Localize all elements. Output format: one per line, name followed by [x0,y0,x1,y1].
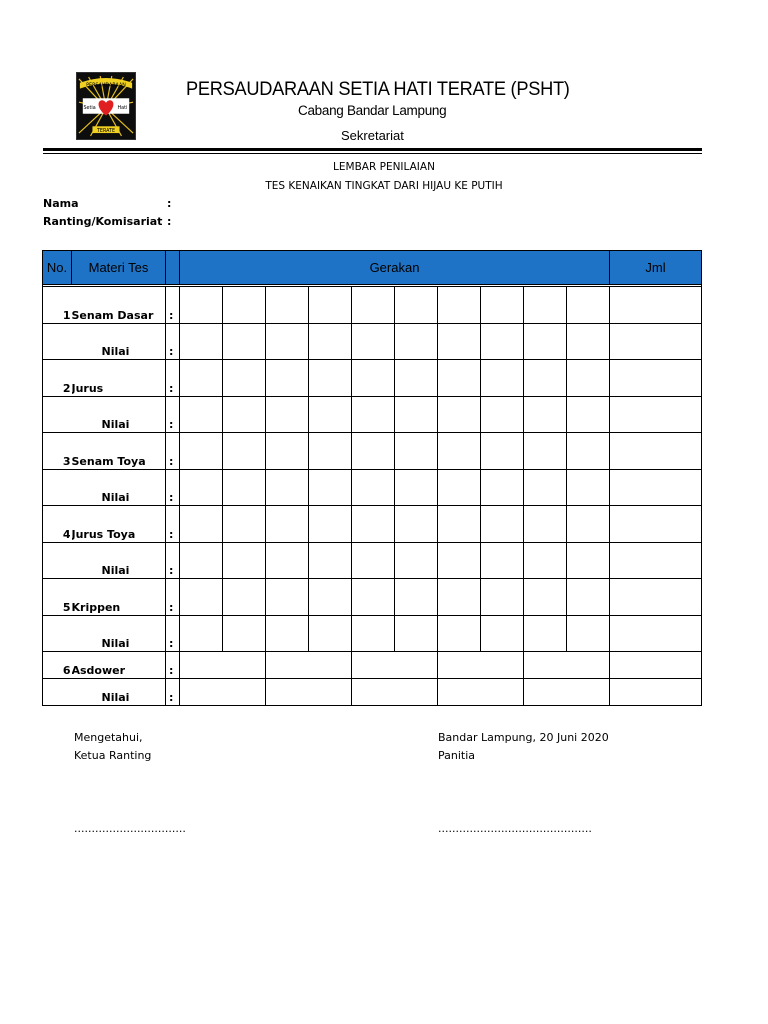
psht-logo [76,72,136,140]
score-cell[interactable] [567,397,610,433]
score-cell[interactable] [180,324,223,360]
total-cell[interactable] [610,470,702,506]
score-cell[interactable] [395,433,438,470]
score-cell[interactable] [266,616,309,652]
score-cell[interactable] [395,470,438,506]
row-number: 1 [43,287,72,324]
score-cell[interactable] [481,360,524,397]
score-cell[interactable] [223,506,266,543]
header-no: No. [43,251,72,285]
total-cell[interactable] [610,506,702,543]
score-cell[interactable] [180,360,223,397]
row-materi: Jurus Toya [72,506,166,543]
table-row-nilai [43,397,702,433]
score-cell[interactable] [524,287,567,324]
score-cell[interactable] [266,579,309,616]
table-row [43,579,702,616]
score-cell[interactable] [352,470,395,506]
score-cell-wide[interactable] [524,679,610,706]
score-cell[interactable] [352,287,395,324]
header-divider-thin [43,153,702,154]
total-cell[interactable] [610,579,702,616]
score-cell[interactable] [481,397,524,433]
score-cell[interactable] [309,579,352,616]
table-row-nilai [43,543,702,579]
table-row-nilai [43,679,702,706]
score-cell[interactable] [309,433,352,470]
score-cell[interactable] [180,470,223,506]
score-cell[interactable] [223,360,266,397]
row-number: 5 [43,579,72,616]
score-cell[interactable] [395,616,438,652]
header-spacer [166,251,180,285]
score-cell[interactable] [266,543,309,579]
score-cell[interactable] [481,287,524,324]
row-materi: Senam Toya [72,433,166,470]
score-cell[interactable] [266,506,309,543]
row-colon: : [166,397,180,433]
score-cell[interactable] [567,324,610,360]
score-cell[interactable] [395,397,438,433]
score-cell-wide[interactable] [524,652,610,679]
table-row [43,652,702,679]
row-materi: Senam Dasar [72,287,166,324]
total-cell[interactable] [610,652,702,679]
score-cell[interactable] [309,543,352,579]
score-cell[interactable] [438,324,481,360]
row-colon: : [166,679,180,706]
row-number: 4 [43,506,72,543]
header-jml: Jml [610,251,702,285]
table-row [43,506,702,543]
score-cell[interactable] [309,397,352,433]
score-cell[interactable] [567,287,610,324]
score-cell[interactable] [395,324,438,360]
signature-left-line1: Mengetahui, [74,731,143,744]
score-cell[interactable] [180,433,223,470]
table-row-nilai [43,470,702,506]
nilai-label: Nilai [72,470,166,506]
nilai-label: Nilai [72,397,166,433]
score-cell[interactable] [524,470,567,506]
total-cell[interactable] [610,397,702,433]
row-colon: : [166,287,180,324]
score-cell[interactable] [309,506,352,543]
score-cell[interactable] [481,579,524,616]
row-colon: : [166,579,180,616]
score-cell[interactable] [223,287,266,324]
score-cell[interactable] [438,616,481,652]
row-number: 6 [43,652,72,679]
score-cell[interactable] [266,287,309,324]
score-cell[interactable] [309,360,352,397]
score-cell[interactable] [223,433,266,470]
score-cell[interactable] [524,506,567,543]
score-cell[interactable] [180,579,223,616]
score-cell[interactable] [567,616,610,652]
nilai-label: Nilai [72,616,166,652]
total-cell[interactable] [610,543,702,579]
row-colon: : [166,324,180,360]
score-cell[interactable] [352,433,395,470]
table-row-nilai [43,616,702,652]
score-cell[interactable] [438,579,481,616]
document-subtitle: TES KENAIKAN TINGKAT DARI HIJAU KE PUTIH [265,180,503,192]
signature-left [74,729,151,765]
score-cell[interactable] [567,506,610,543]
score-cell[interactable] [309,324,352,360]
field-label-nama: Nama [43,197,79,210]
score-cell[interactable] [309,470,352,506]
score-cell[interactable] [180,287,223,324]
score-cell[interactable] [395,579,438,616]
row-colon: : [166,470,180,506]
score-cell[interactable] [395,360,438,397]
branch-name: Cabang Bandar Lampung [298,103,447,118]
score-cell[interactable] [266,470,309,506]
signature-left-line2: Ketua Ranting [74,749,152,762]
score-cell[interactable] [352,579,395,616]
score-cell[interactable] [524,360,567,397]
row-colon: : [166,652,180,679]
row-colon: : [166,543,180,579]
score-cell[interactable] [352,360,395,397]
total-cell[interactable] [610,287,702,324]
score-cell[interactable] [481,433,524,470]
score-cell-wide[interactable] [266,652,352,679]
total-cell[interactable] [610,433,702,470]
score-cell-wide[interactable] [352,679,438,706]
score-cell-wide[interactable] [438,679,524,706]
score-cell[interactable] [266,433,309,470]
row-materi: Krippen [72,579,166,616]
field-label-ranting: Ranting/Komisariat [43,215,163,228]
score-cell[interactable] [223,616,266,652]
score-cell[interactable] [438,287,481,324]
score-cell-wide[interactable] [180,679,266,706]
total-cell[interactable] [610,679,702,706]
table-row [43,287,702,324]
signature-left-blank: ................................ [74,822,186,835]
score-cell[interactable] [395,543,438,579]
score-cell[interactable] [567,543,610,579]
row-colon: : [166,360,180,397]
field-colon-ranting: : [167,215,172,228]
row-number: 3 [43,433,72,470]
score-cell[interactable] [223,543,266,579]
score-cell-wide[interactable] [180,652,266,679]
score-cell[interactable] [309,287,352,324]
field-colon-nama: : [167,197,172,210]
table-row [43,433,702,470]
organization-name: PERSAUDARAAN SETIA HATI TERATE (PSHT) [186,79,570,100]
score-cell[interactable] [180,543,223,579]
score-cell[interactable] [223,324,266,360]
table-row-nilai [43,324,702,360]
score-cell[interactable] [352,543,395,579]
row-colon: : [166,433,180,470]
score-cell[interactable] [266,397,309,433]
score-cell[interactable] [524,543,567,579]
table-header-row [43,251,702,285]
score-cell[interactable] [524,616,567,652]
row-colon: : [166,616,180,652]
signature-right-line1: Bandar Lampung, 20 Juni 2020 [438,731,609,744]
score-cell[interactable] [438,397,481,433]
total-cell[interactable] [610,616,702,652]
score-cell-wide[interactable] [352,652,438,679]
score-cell[interactable] [395,287,438,324]
score-cell[interactable] [223,579,266,616]
logo-text-top: PERSAUDARAAN [86,83,126,89]
score-cell[interactable] [567,433,610,470]
header-materi: Materi Tes [72,251,166,285]
signature-right [438,729,609,765]
row-materi: Asdower [72,652,166,679]
row-number: 2 [43,360,72,397]
score-cell[interactable] [352,616,395,652]
score-cell[interactable] [180,397,223,433]
nilai-label: Nilai [72,543,166,579]
score-cell[interactable] [438,543,481,579]
score-cell[interactable] [266,324,309,360]
logo-text-right: Hati [117,105,128,111]
score-cell[interactable] [223,397,266,433]
total-cell[interactable] [610,360,702,397]
score-cell-wide[interactable] [438,652,524,679]
score-cell[interactable] [481,616,524,652]
row-materi: Jurus [72,360,166,397]
signature-right-line2: Panitia [438,749,476,762]
score-cell[interactable] [524,324,567,360]
score-cell[interactable] [438,433,481,470]
score-cell[interactable] [352,397,395,433]
total-cell[interactable] [610,324,702,360]
assessment-table [42,250,702,706]
score-cell[interactable] [524,579,567,616]
score-cell[interactable] [352,506,395,543]
score-cell[interactable] [481,506,524,543]
header-gerakan: Gerakan [180,251,610,285]
score-cell[interactable] [180,616,223,652]
score-cell[interactable] [352,324,395,360]
score-cell[interactable] [524,397,567,433]
signature-right-blank: ............................................ [438,822,592,835]
nilai-label: Nilai [72,679,166,706]
row-colon: : [166,506,180,543]
score-cell[interactable] [567,470,610,506]
logo-text-left: Setia [83,105,96,111]
score-cell[interactable] [180,506,223,543]
logo-text-bottom: TERATE [96,129,116,135]
score-cell[interactable] [309,616,352,652]
score-cell[interactable] [223,470,266,506]
score-cell[interactable] [438,470,481,506]
score-cell[interactable] [266,360,309,397]
score-cell[interactable] [438,360,481,397]
nilai-label: Nilai [72,324,166,360]
score-cell[interactable] [481,470,524,506]
score-cell[interactable] [567,579,610,616]
score-cell[interactable] [481,324,524,360]
header-divider [43,148,702,151]
department-name: Sekretariat [341,128,404,143]
score-cell[interactable] [395,506,438,543]
score-cell[interactable] [481,543,524,579]
score-cell[interactable] [438,506,481,543]
table-row [43,360,702,397]
document-title: LEMBAR PENILAIAN [333,161,435,173]
score-cell[interactable] [567,360,610,397]
score-cell[interactable] [524,433,567,470]
score-cell-wide[interactable] [266,679,352,706]
